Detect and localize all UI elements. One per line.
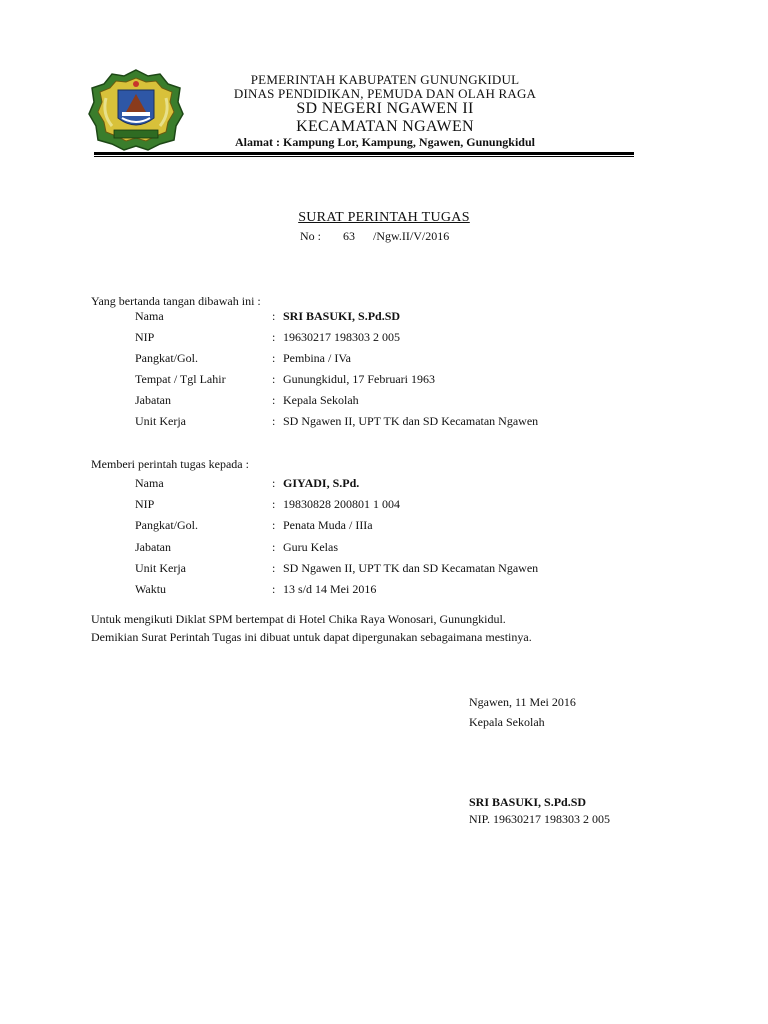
number-code: /Ngw.II/V/2016 xyxy=(373,229,450,243)
signer-value: 19630217 198303 2 005 xyxy=(283,330,400,344)
assignee-value: 13 s/d 14 Mei 2016 xyxy=(283,582,377,596)
document-number xyxy=(300,229,449,244)
intro-assignee: Memberi perintah tugas kepada : xyxy=(91,457,249,471)
signer-colon: : xyxy=(272,351,276,365)
assignee-colon: : xyxy=(272,497,276,511)
signer-colon: : xyxy=(272,330,276,344)
assignee-label: Unit Kerja xyxy=(135,561,186,575)
assignee-label: Nama xyxy=(135,476,164,490)
intro-signer: Yang bertanda tangan dibawah ini : xyxy=(91,294,261,308)
signatory-nip: NIP. 19630217 198303 2 005 xyxy=(469,812,611,826)
assignee-colon: : xyxy=(272,582,276,596)
assignee-value: 19830828 200801 1 004 xyxy=(283,497,400,511)
assignee-label: Jabatan xyxy=(135,540,171,554)
assignee-colon: : xyxy=(272,561,276,575)
assignee-value: GIYADI, S.Pd. xyxy=(283,476,360,490)
signer-colon: : xyxy=(272,372,276,386)
signer-value: SD Ngawen II, UPT TK dan SD Kecamatan Ngawen xyxy=(283,414,539,428)
document-title: SURAT PERINTAH TUGAS xyxy=(298,210,470,225)
assignee-label: Waktu xyxy=(135,582,167,596)
assignee-value: Penata Muda / IIIa xyxy=(283,518,373,532)
signer-value: Pembina / IVa xyxy=(283,351,351,365)
number-value: 63 xyxy=(343,229,355,243)
signer-label: Nama xyxy=(135,309,164,323)
body-paragraph: Demikian Surat Perintah Tugas ini dibuat untuk dapat dipergunakan sebagaimana mestinya. xyxy=(91,630,532,644)
assignee-colon: : xyxy=(272,518,276,532)
kop-line-department: DINAS PENDIDIKAN, PEMUDA DAN OLAH RAGA xyxy=(233,86,537,101)
closing-position: Kepala Sekolah xyxy=(469,715,545,729)
signer-colon: : xyxy=(272,414,276,428)
signer-label: Jabatan xyxy=(135,393,171,407)
signer-value: Kepala Sekolah xyxy=(283,393,359,407)
assignee-value: SD Ngawen II, UPT TK dan SD Kecamatan Ngawen xyxy=(283,561,539,575)
closing-place-date: Ngawen, 11 Mei 2016 xyxy=(469,695,576,709)
kop-line-school: SD NEGERI NGAWEN II xyxy=(296,100,474,117)
signer-label: NIP xyxy=(135,330,155,344)
kop-line-district: KECAMATAN NGAWEN xyxy=(296,118,474,135)
assignee-label: NIP xyxy=(135,497,155,511)
signer-label: Pangkat/Gol. xyxy=(135,351,198,365)
signer-colon: : xyxy=(272,393,276,407)
assignee-colon: : xyxy=(272,540,276,554)
kop-line-government: PEMERINTAH KABUPATEN GUNUNGKIDUL xyxy=(250,72,520,87)
number-label: No : xyxy=(300,229,321,243)
signer-label: Unit Kerja xyxy=(135,414,186,428)
letterhead-thin-rule xyxy=(94,156,634,157)
assignee-value: Guru Kelas xyxy=(283,540,338,554)
signer-label: Tempat / Tgl Lahir xyxy=(135,372,226,386)
signer-value: SRI BASUKI, S.Pd.SD xyxy=(283,309,401,323)
letterhead-thick-rule xyxy=(94,152,634,155)
kop-address: Alamat : Kampung Lor, Kampung, Ngawen, Gunungkidul xyxy=(235,135,535,149)
signer-colon: : xyxy=(272,309,276,323)
assignee-label: Pangkat/Gol. xyxy=(135,518,198,532)
body-paragraph: Untuk mengikuti Diklat SPM bertempat di Hotel Chika Raya Wonosari, Gunungkidul. xyxy=(91,612,506,626)
assignee-colon: : xyxy=(272,476,276,490)
signatory-name: SRI BASUKI, S.Pd.SD xyxy=(469,795,587,809)
signer-value: Gunungkidul, 17 Februari 1963 xyxy=(283,372,435,386)
